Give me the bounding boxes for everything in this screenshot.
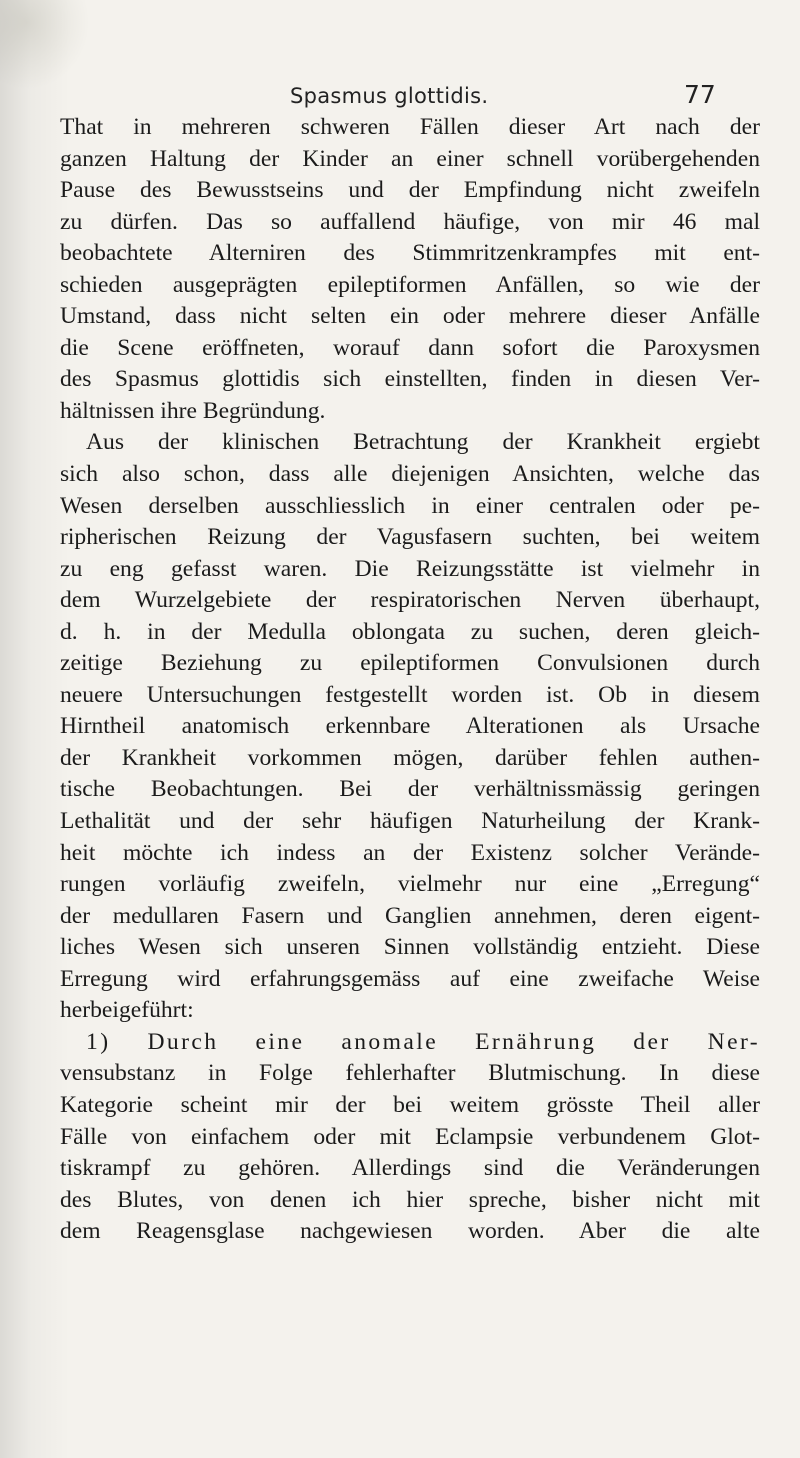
- text-line: zu dürfen. Das so auffallend häufige, von mir 46 mal: [60, 208, 760, 235]
- body-text: [60, 112, 760, 1248]
- text-line: der medullaren Fasern und Ganglien annehmen, deren eigent-: [60, 902, 760, 929]
- text-line: dem Wurzelgebiete der respiratorischen Nerven überhaupt,: [60, 587, 760, 614]
- text-line: tiskrampf zu gehören. Allerdings sind die Veränderungen: [60, 1155, 760, 1182]
- text-line: Lethalität und der sehr häufigen Naturheilung der Krank-: [60, 808, 760, 835]
- text-line: der Krankheit vorkommen mögen, darüber fehlen authen-: [60, 744, 760, 771]
- text-line: tische Beobachtungen. Bei der verhältnissmässig geringen: [60, 776, 760, 803]
- text-line: Fälle von einfachem oder mit Eclampsie verbundenem Glot-: [60, 1123, 760, 1150]
- running-head: [0, 78, 800, 114]
- text-line: d. h. in der Medulla oblongata zu suchen, deren gleich-: [60, 618, 760, 645]
- text-line: zu eng gefasst waren. Die Reizungsstätte ist vielmehr in: [60, 555, 760, 582]
- text-line: Pause des Bewusstseins und der Empfindung nicht zweifeln: [60, 177, 760, 204]
- text-line: herbeigeführt:: [60, 997, 194, 1024]
- running-title: Spasmus glottidis.: [290, 84, 489, 108]
- text-line: zeitige Beziehung zu epileptiformen Convulsionen durch: [60, 650, 760, 677]
- text-line: Aus der klinischen Betrachtung der Krankheit ergiebt: [86, 429, 760, 456]
- text-line: dem Reagensglase nachgewiesen worden. Aber die alte: [60, 1218, 760, 1245]
- page-stain: [0, 0, 90, 90]
- text-line: liches Wesen sich unseren Sinnen vollständig entzieht. Diese: [60, 934, 760, 961]
- text-line: neuere Untersuchungen festgestellt worden ist. Ob in diesem: [60, 681, 760, 708]
- text-line: 1) Durch eine anomale Ernährung der Ner-: [86, 1028, 760, 1055]
- text-line: Erregung wird erfahrungsgemäss auf eine zweifache Weise: [60, 965, 760, 992]
- text-line: vensubstanz in Folge fehlerhafter Blutmischung. In diese: [60, 1060, 760, 1087]
- text-line: hältnissen ihre Begründung.: [60, 397, 326, 424]
- text-line: That in mehreren schweren Fällen dieser Art nach der: [60, 114, 760, 140]
- text-line: heit möchte ich indess an der Existenz solcher Verände-: [60, 839, 760, 866]
- text-line: ganzen Haltung der Kinder an einer schnell vorübergehenden: [60, 145, 760, 172]
- text-line: sich also schon, dass alle diejenigen Ansichten, welche das: [60, 461, 760, 488]
- page-number: 77: [684, 80, 716, 109]
- text-line: rungen vorläufig zweifeln, vielmehr nur eine „Erregung“: [60, 871, 760, 898]
- text-line: Wesen derselben ausschliesslich in einer centralen oder pe-: [60, 492, 760, 519]
- text-line: Umstand, dass nicht selten ein oder mehrere dieser Anfälle: [60, 303, 760, 330]
- text-line: Kategorie scheint mir der bei weitem grösste Theil aller: [60, 1091, 760, 1118]
- text-line: die Scene eröffneten, worauf dann sofort die Paroxysmen: [60, 334, 760, 361]
- text-line: ripherischen Reizung der Vagusfasern suchten, bei weitem: [60, 524, 760, 551]
- text-line: Hirntheil anatomisch erkennbare Alterationen als Ursache: [60, 713, 760, 740]
- text-line: beobachtete Alterniren des Stimmritzenkrampfes mit ent-: [60, 240, 760, 267]
- text-line: des Spasmus glottidis sich einstellten, finden in diesen Ver-: [60, 366, 760, 393]
- text-line: schieden ausgeprägten epileptiformen Anfällen, so wie der: [60, 271, 760, 298]
- text-line: des Blutes, von denen ich hier spreche, bisher nicht mit: [60, 1186, 760, 1213]
